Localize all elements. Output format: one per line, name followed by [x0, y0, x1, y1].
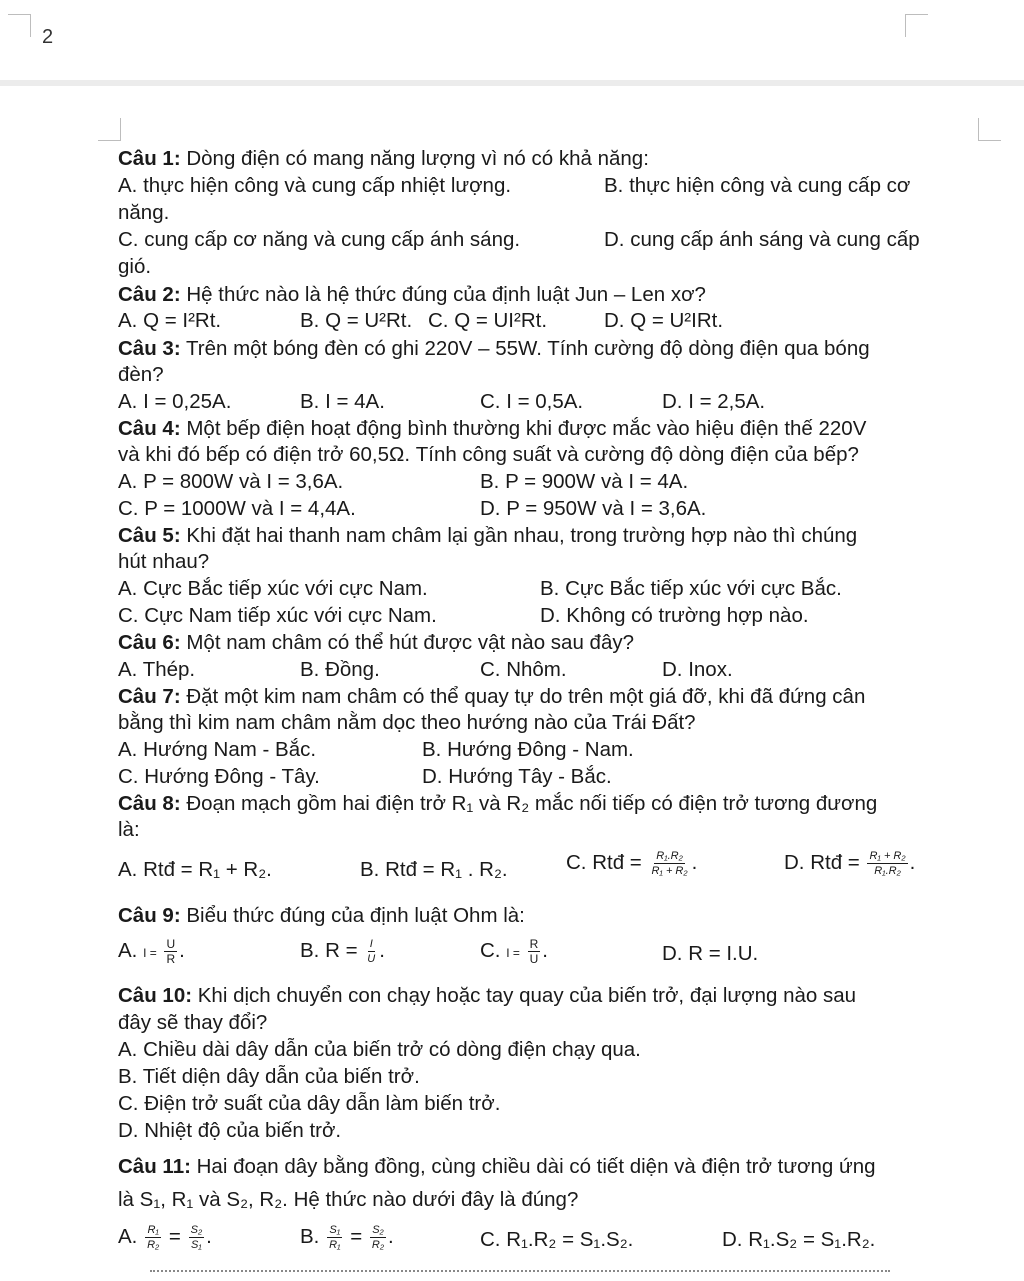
question-label: Câu 10: — [118, 984, 193, 1007]
fraction — [164, 938, 177, 965]
question-10-cont: đây sẽ thay đổi? — [118, 1011, 268, 1034]
q6-option-a[interactable]: A. Thép. — [118, 658, 196, 681]
numerator: S₂ — [190, 1224, 203, 1236]
option-label: B. — [300, 1224, 320, 1248]
question-label: Câu 7: — [118, 685, 181, 708]
q4-option-a[interactable]: A. P = 800W và I = 3,6A. — [118, 470, 344, 493]
question-text: Đặt một kim nam châm có thể quay tự do trên một giá đỡ, khi đã đứng cân — [180, 685, 866, 708]
option-label: C. Rtđ = — [566, 850, 642, 874]
q2-option-b[interactable]: B. Q = U²Rt. — [300, 309, 413, 332]
period: . — [388, 1224, 394, 1248]
q4-option-c[interactable]: C. P = 1000W và I = 4,4A. — [118, 497, 356, 520]
denominator: R₂ — [371, 1239, 385, 1251]
q9-option-d[interactable]: D. R = I.U. — [662, 942, 759, 965]
q1-option-a[interactable]: A. thực hiện công và cung cấp nhiệt lượng. — [118, 174, 512, 197]
q7-option-d[interactable]: D. Hướng Tây - Bắc. — [422, 765, 612, 788]
question-text: Biểu thức đúng của định luật Ohm là: — [180, 904, 525, 927]
q6-option-d[interactable]: D. Inox. — [662, 658, 733, 681]
period: . — [542, 938, 548, 962]
question-text: Dòng điện có mang năng lượng vì nó có khả năng: — [180, 147, 649, 170]
question-text: Hệ thức nào là hệ thức đúng của định luật Jun – Len xơ? — [180, 283, 706, 306]
fraction — [649, 850, 689, 877]
q9-option-c[interactable] — [480, 938, 548, 965]
fraction — [370, 1224, 386, 1251]
q10-option-c[interactable]: C. Điện trở suất của dây dẫn làm biến trở. — [118, 1092, 501, 1115]
question-7-cont: bằng thì kim nam châm nằm dọc theo hướng nào của Trái Đất? — [118, 711, 696, 734]
q5-option-d[interactable]: D. Không có trường hợp nào. — [540, 604, 809, 627]
question-label: Câu 5: — [118, 524, 181, 547]
numerator: R₁.R₂ — [656, 850, 683, 862]
q5-option-c[interactable]: C. Cực Nam tiếp xúc với cực Nam. — [118, 604, 437, 627]
question-label: Câu 4: — [118, 417, 181, 440]
question-8-cont: là: — [118, 818, 140, 841]
fraction — [528, 938, 541, 965]
q2-option-a[interactable]: A. Q = I²Rt. — [118, 309, 222, 332]
q2-option-c[interactable]: C. Q = UI²Rt. — [428, 309, 548, 332]
question-5 — [118, 524, 857, 548]
question-label: Câu 8: — [118, 792, 181, 815]
question-11 — [118, 1155, 876, 1179]
denominator: R₁ + R₂ — [651, 865, 688, 877]
question-3-cont: đèn? — [118, 363, 164, 386]
question-9 — [118, 904, 525, 928]
q3-option-c[interactable]: C. I = 0,5A. — [480, 390, 584, 413]
q1-option-c[interactable]: C. cung cấp cơ năng và cung cấp ánh sáng. — [118, 228, 521, 251]
question-2 — [118, 283, 706, 307]
option-label: B. R = — [300, 938, 358, 962]
question-label: Câu 3: — [118, 337, 181, 360]
denominator: R₂ — [147, 1239, 160, 1251]
q11-option-d[interactable]: D. R₁.S₂ = S₁.R₂. — [722, 1228, 876, 1251]
q10-option-a[interactable]: A. Chiều dài dây dẫn của biến trở có dòng điện chạy qua. — [118, 1038, 641, 1061]
fraction — [145, 1224, 161, 1251]
question-3 — [118, 337, 870, 361]
denominator: S₁ — [190, 1239, 202, 1251]
q1-option-d-cont: gió. — [118, 255, 152, 278]
numerator: I — [369, 938, 373, 950]
question-text: Hai đoạn dây bằng đồng, cùng chiều dài có tiết diện và điện trở tương ứng — [190, 1155, 876, 1178]
question-1 — [118, 147, 649, 171]
question-7 — [118, 685, 865, 709]
document-page — [0, 86, 1024, 1281]
q11-option-c[interactable]: C. R₁.R₂ = S₁.S₂. — [480, 1228, 634, 1251]
fraction — [327, 1224, 342, 1251]
period: . — [909, 850, 916, 874]
question-6 — [118, 631, 634, 655]
q8-option-a[interactable]: A. Rtđ = R₁ + R₂. — [118, 858, 272, 881]
q8-option-c[interactable] — [566, 850, 697, 877]
option-label: D. Rtđ = — [784, 850, 860, 874]
q10-option-d[interactable]: D. Nhiệt độ của biến trở. — [118, 1119, 342, 1142]
q3-option-b[interactable]: B. I = 4A. — [300, 390, 385, 413]
lhs: I = — [506, 945, 520, 960]
period: . — [179, 938, 185, 962]
question-label: Câu 1: — [118, 147, 181, 170]
equals: = — [350, 1224, 363, 1248]
lhs: I = — [143, 945, 157, 960]
question-label: Câu 2: — [118, 283, 181, 306]
q6-option-c[interactable]: C. Nhôm. — [480, 658, 567, 681]
question-11-cont: là S₁, R₁ và S₂, R₂. Hệ thức nào dưới đây là đúng? — [118, 1188, 579, 1211]
question-label: Câu 6: — [118, 631, 181, 654]
q3-option-a[interactable]: A. I = 0,25A. — [118, 390, 232, 413]
q11-option-b[interactable] — [300, 1224, 394, 1251]
denominator: U — [529, 952, 539, 966]
q7-option-c[interactable]: C. Hướng Đông - Tây. — [118, 765, 320, 788]
option-label: A. — [118, 938, 138, 962]
page-header — [0, 0, 1024, 80]
q9-option-b[interactable] — [300, 938, 385, 965]
q4-option-d[interactable]: D. P = 950W và I = 3,6A. — [480, 497, 707, 520]
q5-option-a[interactable]: A. Cực Bắc tiếp xúc với cực Nam. — [118, 577, 428, 600]
numerator: S₁ — [329, 1224, 341, 1236]
numerator: U — [166, 937, 176, 951]
question-label: Câu 11: — [118, 1155, 191, 1178]
denominator: R₁ — [329, 1239, 341, 1251]
fraction — [867, 850, 907, 877]
crop-mark-top-left — [8, 14, 31, 37]
question-text: Khi dịch chuyển con chạy hoặc tay quay của biến trở, đại lượng nào sau — [192, 984, 857, 1007]
q1-option-b[interactable]: B. thực hiện công và cung cấp cơ — [604, 174, 911, 197]
period: . — [206, 1224, 212, 1248]
q5-option-b[interactable]: B. Cực Bắc tiếp xúc với cực Bắc. — [540, 577, 842, 600]
q1-option-b-cont: năng. — [118, 201, 170, 224]
question-10 — [118, 984, 856, 1008]
denominator: U — [367, 953, 376, 965]
q3-option-d[interactable]: D. I = 2,5A. — [662, 390, 766, 413]
q2-option-d[interactable]: D. Q = U²IRt. — [604, 309, 724, 332]
equals: = — [168, 1224, 181, 1248]
page-number: 2 — [42, 26, 54, 48]
crop-mark-right — [978, 118, 1001, 141]
question-text: Một nam châm có thể hút được vật nào sau đây? — [180, 631, 635, 654]
q9-option-a[interactable] — [118, 938, 185, 965]
q1-option-d[interactable]: D. cung cấp ánh sáng và cung cấp — [604, 228, 920, 251]
question-text: Trên một bóng đèn có ghi 220V – 55W. Tính cường độ dòng điện qua bóng — [180, 337, 870, 360]
question-text: Khi đặt hai thanh nam châm lại gần nhau, trong trường hợp nào thì chúng — [180, 524, 858, 547]
numerator: R₁ — [147, 1224, 159, 1236]
option-label: C. — [480, 938, 501, 962]
numerator: R₁ + R₂ — [869, 850, 906, 862]
numerator: S₂ — [372, 1224, 384, 1236]
period: . — [379, 938, 385, 962]
question-4 — [118, 417, 866, 441]
question-8 — [118, 792, 877, 816]
crop-mark-top-right — [905, 14, 928, 37]
q8-option-b[interactable]: B. Rtđ = R₁ . R₂. — [360, 858, 508, 881]
q11-option-a[interactable] — [118, 1224, 212, 1251]
q7-option-a[interactable]: A. Hướng Nam - Bắc. — [118, 738, 317, 761]
period: . — [691, 850, 698, 874]
cut-off-text-line — [150, 1270, 890, 1272]
question-text: Đoạn mạch gồm hai điện trở R₁ và R₂ mắc nối tiếp có điện trở tương đương — [180, 792, 878, 815]
question-4-cont: và khi đó bếp có điện trở 60,5Ω. Tính công suất và cường độ dòng điện của bếp? — [118, 443, 859, 466]
denominator: R — [166, 952, 176, 966]
denominator: R₁.R₂ — [874, 865, 901, 877]
fraction — [365, 938, 377, 965]
q7-option-b[interactable]: B. Hướng Đông - Nam. — [422, 738, 634, 761]
q4-option-b[interactable]: B. P = 900W và I = 4A. — [480, 470, 689, 493]
numerator: R — [529, 937, 539, 951]
fraction — [189, 1224, 205, 1251]
question-text: Một bếp điện hoạt động bình thường khi được mắc vào hiệu điện thế 220V — [180, 417, 867, 440]
q8-option-d[interactable] — [784, 850, 915, 877]
question-label: Câu 9: — [118, 904, 181, 927]
option-label: A. — [118, 1224, 138, 1248]
question-5-cont: hút nhau? — [118, 550, 210, 573]
crop-mark-left — [98, 118, 121, 141]
q10-option-b[interactable]: B. Tiết diện dây dẫn của biến trở. — [118, 1065, 420, 1088]
q6-option-b[interactable]: B. Đồng. — [300, 658, 380, 681]
